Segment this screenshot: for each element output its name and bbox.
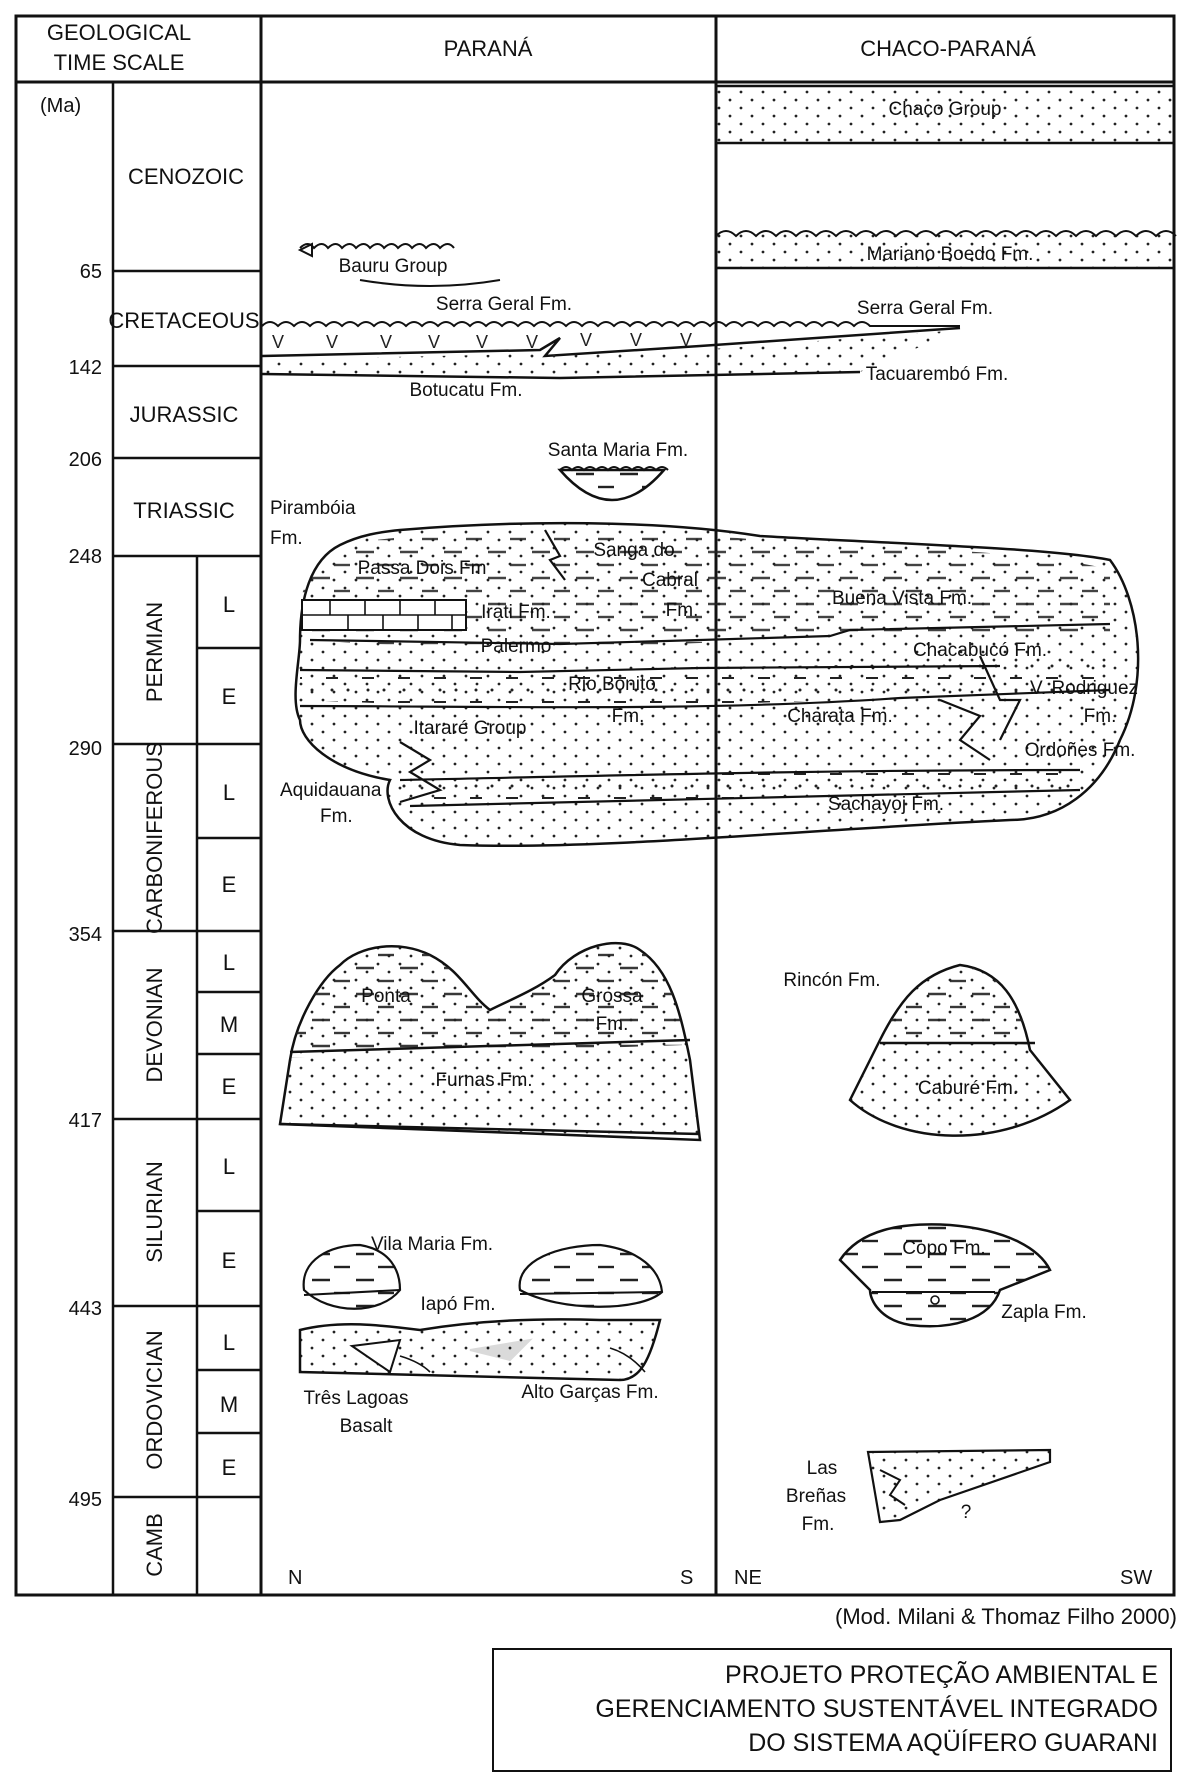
ma-label: (Ma) xyxy=(40,95,82,117)
ordovician-parana-body xyxy=(300,1319,660,1380)
period-camb: CAMB xyxy=(142,1513,167,1577)
label-copo: Copo Fm. xyxy=(902,1238,986,1259)
epoch-label: L xyxy=(222,1330,236,1355)
direction-n: N xyxy=(288,1567,303,1589)
label-v-rodriguez-2: Fm. xyxy=(1083,706,1117,727)
label-rio-bonito-2: Fm. xyxy=(611,706,645,727)
svg-text:V: V xyxy=(580,330,593,350)
label-grossa-2: Fm. xyxy=(595,1014,629,1035)
epoch-label: E xyxy=(221,1248,237,1273)
label-bauru: Bauru Group xyxy=(338,256,448,277)
label-botucatu: Botucatu Fm. xyxy=(409,380,523,401)
period-silurian: SILURIAN xyxy=(142,1161,167,1263)
label-v-rodriguez-1: V. Rodriguez xyxy=(1029,678,1139,699)
label-grossa-1: Grossa xyxy=(581,986,643,1007)
source-credit: (Mod. Milani & Thomaz Filho 2000) xyxy=(835,1604,1177,1629)
epoch-label: L xyxy=(222,780,236,805)
svg-text:V: V xyxy=(272,332,285,352)
age-label: 290 xyxy=(68,738,102,760)
epoch-label: E xyxy=(221,1074,237,1099)
label-question-mark: ? xyxy=(960,1502,972,1523)
epoch-label: L xyxy=(222,1154,236,1179)
period-ordovician: ORDOVICIAN xyxy=(142,1330,167,1470)
label-serra-geral-chaco: Serra Geral Fm. xyxy=(856,298,994,319)
label-charata: Charata Fm. xyxy=(787,706,893,727)
time-scale-title-1: GEOLOGICAL xyxy=(46,20,192,45)
period-permian: PERMIAN xyxy=(142,601,167,703)
direction-s: S xyxy=(680,1567,694,1589)
chaco-column-title: CHACO-PARANÁ xyxy=(860,36,1036,61)
svg-text:V: V xyxy=(680,330,693,350)
santa-maria-lens xyxy=(560,467,668,500)
label-tres-lagoas-2: Basalt xyxy=(339,1416,393,1437)
period-cenozoic: CENOZOIC xyxy=(127,164,245,189)
label-alto-garcas: Alto Garças Fm. xyxy=(521,1382,659,1403)
label-piramboia-2: Fm. xyxy=(270,528,303,549)
label-sachayoj: Sachayoj Fm. xyxy=(827,794,945,815)
project-title-box xyxy=(492,1648,1172,1772)
epoch-label: M xyxy=(219,1012,239,1037)
label-piramboia-1: Pirambóia xyxy=(270,498,356,519)
label-irati: Irati Fm. xyxy=(481,602,551,623)
svg-text:V: V xyxy=(428,332,441,352)
epoch-label: E xyxy=(221,684,237,709)
label-sanga-2: Cabral xyxy=(642,570,698,591)
label-buena-vista: Buena Vista Fm. xyxy=(831,588,973,609)
label-sanga-3: Fm. xyxy=(665,600,699,621)
epoch-label: E xyxy=(221,1455,237,1480)
label-furnas: Furnas Fm. xyxy=(435,1070,533,1091)
label-aquidauana-2: Fm. xyxy=(320,806,353,827)
label-cabure: Caburé Fm. xyxy=(917,1078,1019,1099)
svg-text:V: V xyxy=(380,332,393,352)
project-title-line-1: PROJETO PROTEÇÃO AMBIENTAL E xyxy=(725,1661,1158,1689)
label-las-brenas-3: Fm. xyxy=(801,1514,835,1535)
age-labels xyxy=(69,261,102,1511)
period-devonian: DEVONIAN xyxy=(142,967,167,1083)
svg-text:V: V xyxy=(326,332,339,352)
label-chaco-group: Chaco Group xyxy=(888,99,1002,120)
label-tres-lagoas-1: Três Lagoas xyxy=(303,1388,409,1409)
period-jurassic: JURASSIC xyxy=(129,402,239,427)
age-label: 248 xyxy=(68,546,102,568)
svg-text:V: V xyxy=(476,332,489,352)
label-tacuarembo: Tacuarembó Fm. xyxy=(865,364,1009,385)
period-labels xyxy=(108,164,259,1577)
age-label: 443 xyxy=(68,1298,102,1320)
vila-maria-lens-2 xyxy=(520,1245,662,1307)
parana-column-title: PARANÁ xyxy=(443,36,533,61)
direction-sw: SW xyxy=(1120,1567,1153,1589)
label-zapla: Zapla Fm. xyxy=(1001,1302,1087,1323)
svg-text:V: V xyxy=(526,332,539,352)
label-chacabuco: Chacabucó Fm. xyxy=(912,640,1048,661)
direction-ne: NE xyxy=(734,1567,762,1589)
epoch-label: M xyxy=(219,1392,239,1417)
label-ordones: Ordoñes Fm. xyxy=(1024,740,1136,761)
age-label: 65 xyxy=(79,261,102,283)
label-sanga-1: Sanga do xyxy=(593,540,675,561)
age-label: 495 xyxy=(68,1489,102,1511)
age-label: 142 xyxy=(68,357,102,379)
label-ponta: Ponta xyxy=(361,986,411,1007)
label-iapo: Iapó Fm. xyxy=(420,1294,496,1315)
period-boundaries xyxy=(113,271,261,1497)
epoch-label: E xyxy=(221,872,237,897)
age-label: 417 xyxy=(68,1110,102,1132)
devonian-chaco-body xyxy=(850,965,1070,1136)
period-cretaceous: CRETACEOUS xyxy=(108,308,260,333)
period-carboniferous: CARBONIFEROUS xyxy=(142,742,167,934)
svg-text:V: V xyxy=(630,330,643,350)
epoch-label: L xyxy=(222,950,236,975)
label-palermo: Palermo xyxy=(480,636,552,657)
label-santa-maria: Santa Maria Fm. xyxy=(547,440,689,461)
age-label: 206 xyxy=(68,449,102,471)
label-serra-geral-parana: Serra Geral Fm. xyxy=(435,294,573,315)
age-label: 354 xyxy=(68,924,102,946)
project-title-line-3: DO SISTEMA AQÜÍFERO GUARANI xyxy=(748,1729,1158,1757)
label-passa-dois: Passa Dois Fm xyxy=(357,558,487,579)
epoch-labels xyxy=(220,592,238,1480)
las-brenas-body xyxy=(868,1450,1050,1522)
epoch-label: L xyxy=(222,592,236,617)
label-vila-maria: Vila Maria Fm. xyxy=(370,1234,494,1255)
devonian-parana-body xyxy=(280,943,700,1140)
label-rio-bonito-1: Rio Bonito xyxy=(568,674,656,695)
label-aquidauana-1: Aquidauana xyxy=(280,780,382,801)
label-itarare: Itararé Group xyxy=(413,718,527,739)
label-las-brenas-2: Breñas xyxy=(785,1486,847,1507)
project-title-line-2: GERENCIAMENTO SUSTENTÁVEL INTEGRADO xyxy=(595,1695,1158,1723)
label-mariano-boedo: Mariano Boedo Fm. xyxy=(866,244,1034,265)
period-triassic: TRIASSIC xyxy=(133,498,235,523)
label-rincon: Rincón Fm. xyxy=(783,970,881,991)
label-las-brenas-1: Las xyxy=(806,1458,838,1479)
time-scale-title-2: TIME SCALE xyxy=(53,50,185,75)
